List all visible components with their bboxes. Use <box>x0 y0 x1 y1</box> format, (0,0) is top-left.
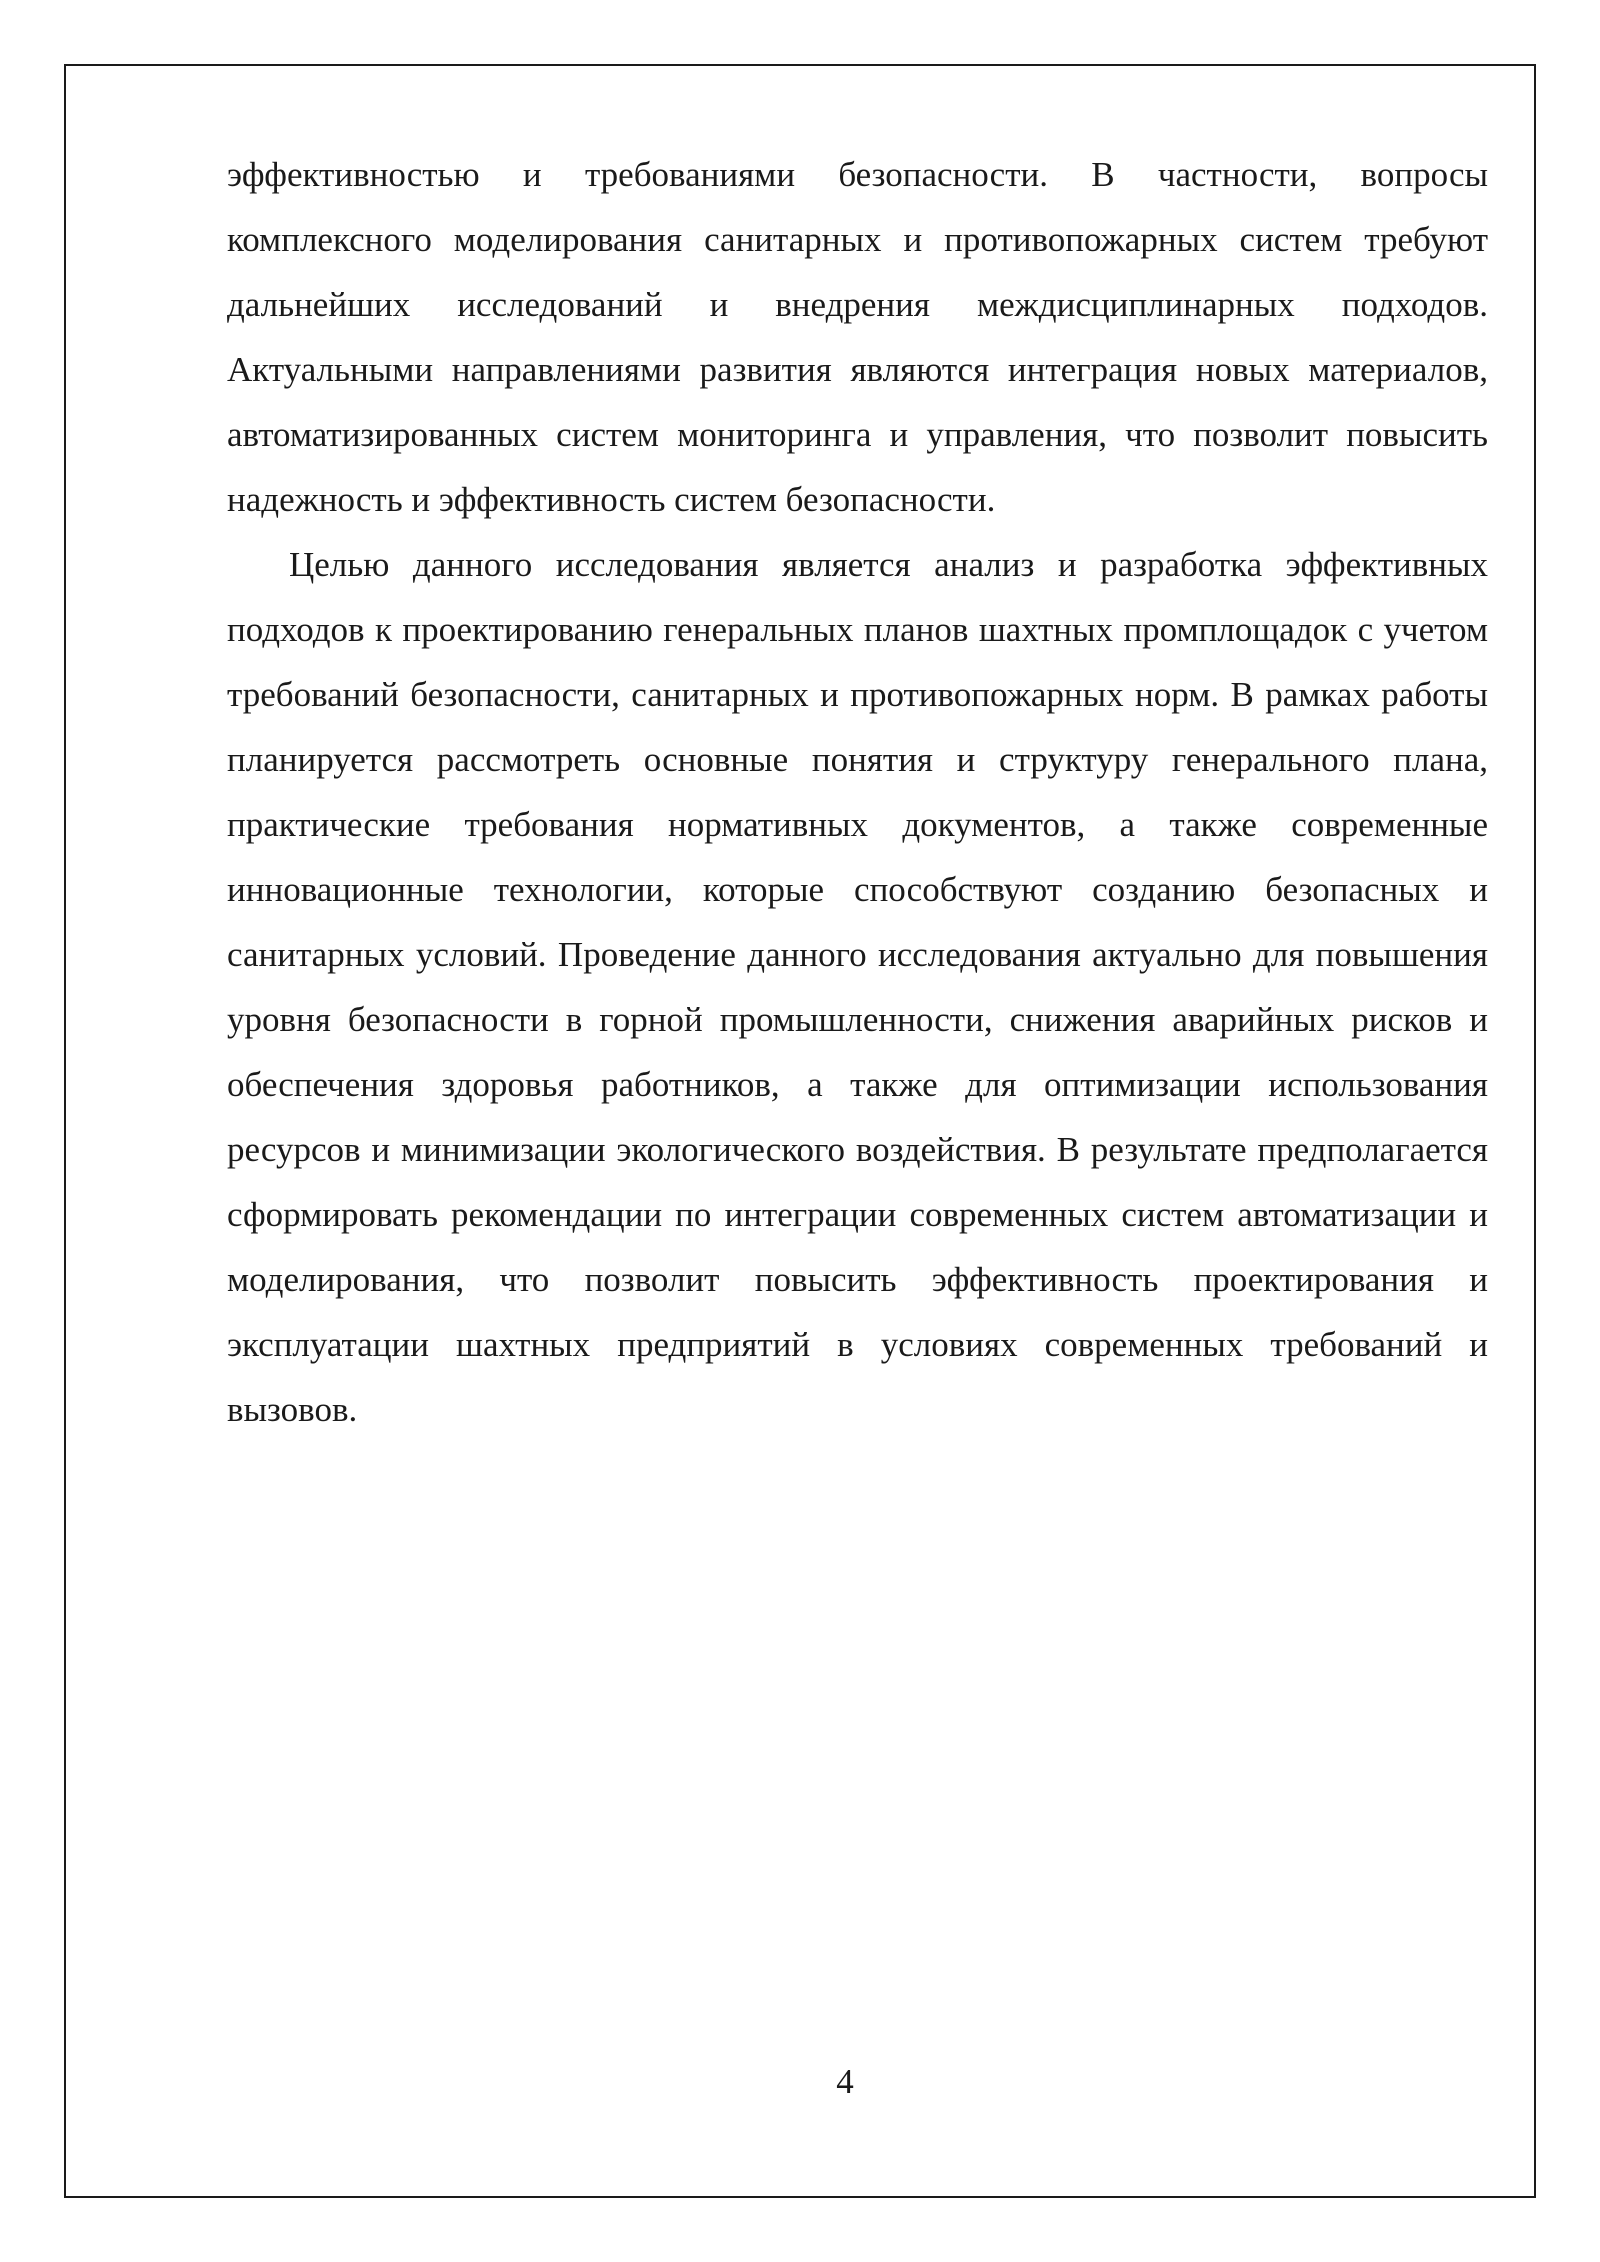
page-number: 4 <box>836 2062 854 2101</box>
paragraph-continuation: эффективностью и требованиями безопасности. В частности, вопросы комплексного моделирования санитарных и противопожарных систем требуют дальнейших исследований и внедрения междисциплинарных подходов. Актуальными направлениями развития являются интеграция новых материалов, автоматизированных систем мониторинга и управления, что позволит повысить надежность и эффективность систем безопасности. <box>227 155 1488 519</box>
paragraph-research-goal: Целью данного исследования является анализ и разработка эффективных подходов к проектированию генеральных планов шахтных промплощадок с учетом требований безопасности, санитарных и противопожарных норм. В рамках работы планируется рассмотреть основные понятия и структуру генерального плана, практические требования нормативных документов, а также современные инновационные технологии, которые способствуют созданию безопасных и санитарных условий. Проведение данного исследования актуально для повышения уровня безопасности в горной промышленности, снижения аварийных рисков и обеспечения здоровья работников, а также для оптимизации использования ресурсов и минимизации экологического воздействия. В результате предполагается сформировать рекомендации по интеграции современных систем автоматизации и моделирования, что позволит повысить эффективность проектирования и эксплуатации шахтных предприятий в условиях современных требований и вызовов. <box>227 545 1488 1429</box>
document-body <box>227 142 1488 1442</box>
